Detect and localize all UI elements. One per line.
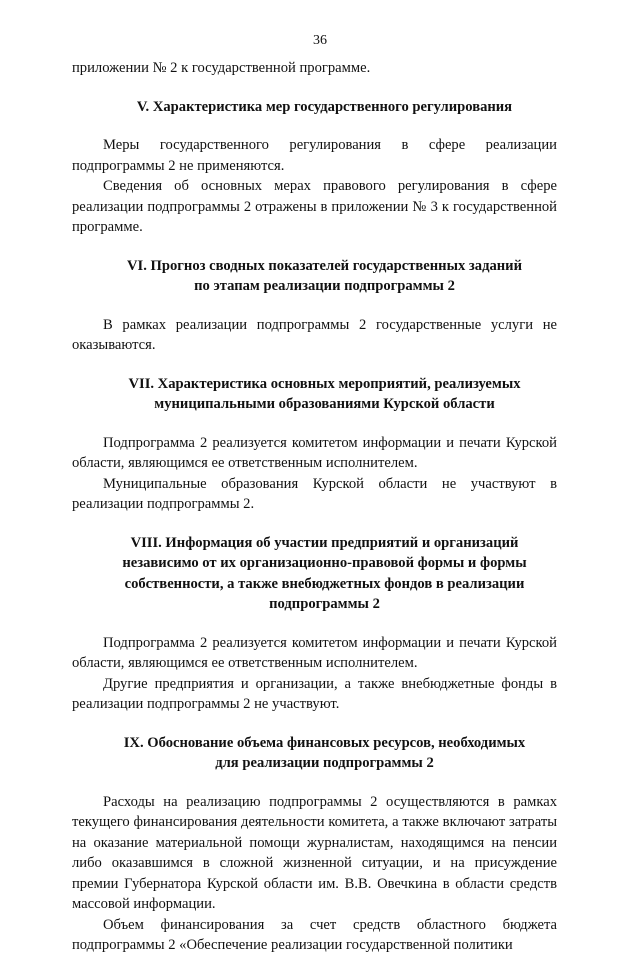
section-viii-heading-line-3: собственности, а также внебюджетных фондов в реализации	[124, 575, 525, 592]
section-vii-paragraph-2: Муниципальные образования Курской области не участвуют в реализации подпрограммы 2.	[72, 475, 557, 512]
page-content	[72, 58, 557, 956]
section-ix-heading-line-1: IX. Обоснование объема финансовых ресурсов, необходимых	[123, 734, 526, 751]
section-vi-heading-line-2: по этапам реализации подпрограммы 2	[194, 278, 455, 294]
section-ix-paragraph-1: Расходы на реализацию подпрограммы 2 осуществляются в рамках текущего финансирования деятельности комитета, а также включают затраты на оказание материальной помощи журналистам, находящимся на пенсии либо оказавшимся в сложной жизненной ситуации, и на присуждение премии Губернатора Курской области им. В.В. Овечкина в области средств массовой информации.	[72, 793, 557, 912]
section-viii-paragraph-2: Другие предприятия и организации, а также внебюджетные фонды в реализации подпрограммы 2 не участвуют.	[72, 675, 557, 712]
section-viii-heading-line-4: подпрограммы 2	[269, 596, 380, 612]
continuation-paragraph: приложении № 2 к государственной программе.	[72, 60, 371, 76]
section-viii-heading-line-2: независимо от их организационно-правовой формы и формы	[122, 555, 527, 571]
section-vi	[72, 256, 557, 356]
section-ix-heading-line-2: для реализации подпрограммы 2	[215, 755, 434, 771]
section-v-paragraph-2: Сведения об основных мерах правового регулирования в сфере реализации подпрограммы 2 отражены в приложении № 3 к государственной программе.	[72, 178, 557, 235]
section-vii-heading-line-2: муниципальными образованиями Курской области	[154, 396, 495, 412]
section-ix	[72, 733, 557, 956]
section-ix-paragraph-2: Объем финансирования за счет средств областного бюджета подпрограммы 2 «Обеспечение реализации государственной политики	[72, 916, 557, 953]
section-viii-heading-line-1: VIII. Информация об участии предприятий и организаций	[130, 534, 519, 551]
section-vii	[72, 374, 557, 515]
section-vii-heading-line-1: VII. Характеристика основных мероприятий, реализуемых	[128, 375, 521, 392]
section-vii-paragraph-1: Подпрограмма 2 реализуется комитетом информации и печати Курской области, являющимся ее ответственным исполнителем.	[72, 434, 557, 471]
section-viii-paragraph-1: Подпрограмма 2 реализуется комитетом информации и печати Курской области, являющимся ее ответственным исполнителем.	[72, 634, 557, 671]
section-vi-heading-line-1: VI. Прогноз сводных показателей государственных заданий	[127, 257, 522, 274]
section-v-paragraph-1: Меры государственного регулирования в сфере реализации подпрограммы 2 не применяются.	[72, 137, 557, 174]
section-v	[72, 97, 557, 238]
page-number: 36	[313, 33, 327, 48]
section-viii	[72, 533, 557, 715]
section-v-heading: V. Характеристика мер государственного регулирования	[136, 98, 513, 115]
section-vi-paragraph-1: В рамках реализации подпрограммы 2 государственные услуги не оказываются.	[72, 316, 557, 353]
